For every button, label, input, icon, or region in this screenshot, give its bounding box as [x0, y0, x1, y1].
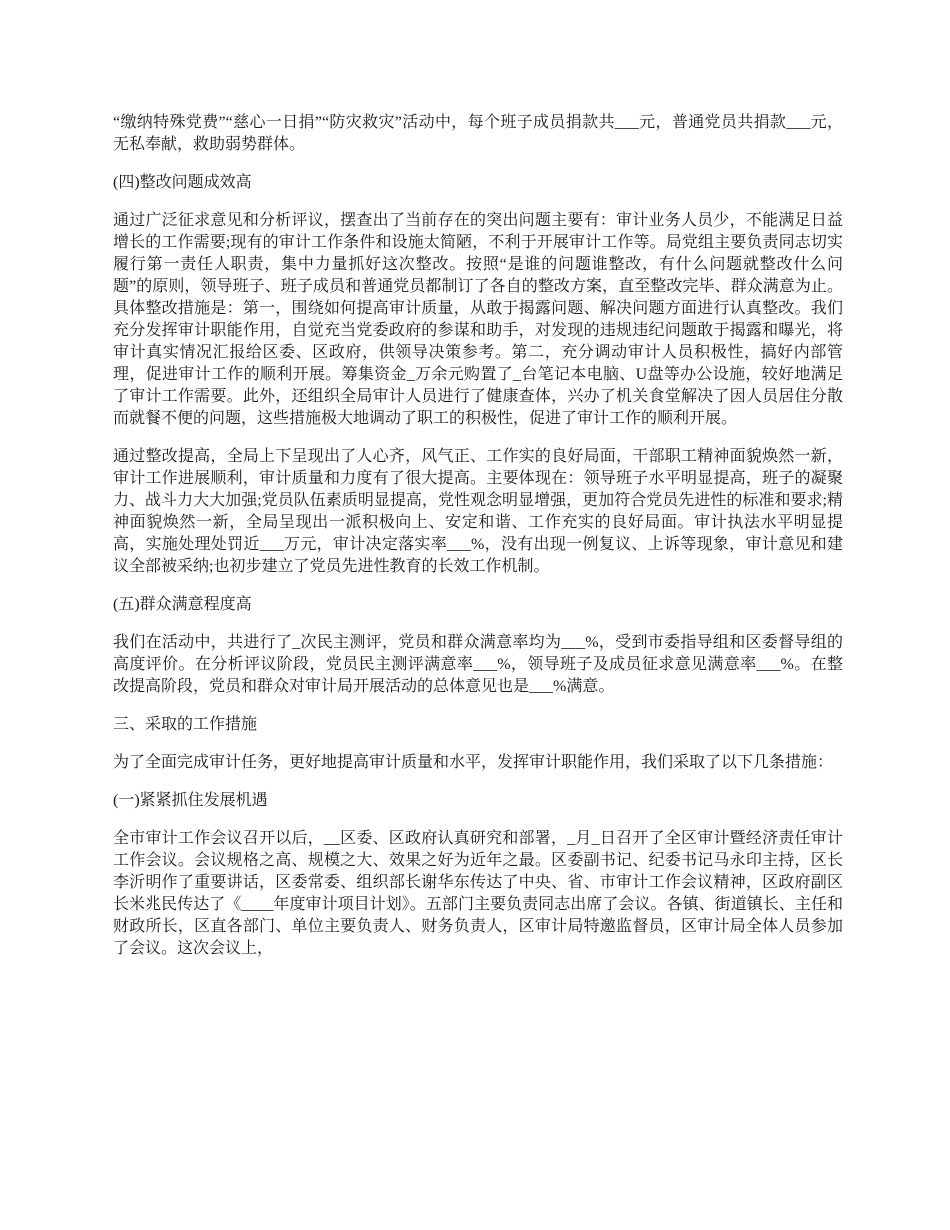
paragraph-rectification-effects: 通过整改提高，全局上下呈现出了人心齐，风气正、工作实的良好局面，干部职工精神面貌焕然一新，审计工作进展顺利，审计质量和力度有了很大提高。主要体现在：领导班子水平明显提高，班子的凝聚力、战斗力大大加强;党员队伍素质明显提高，党性观念明显增强，更加符合党员先进性的标准和要求;精神面貌焕然一新，全局呈现出一派积极向上、安定和谐、工作充实的良好局面。审计执法水平明显提高，实施处理处罚近___万元，审计决定落实率___%，没有出现一例复议、上诉等现象，审计意见和建议全部被采纳;也初步建立了党员先进性教育的长效工作机制。 [113, 448, 843, 575]
paragraph-audit-meeting: 全市审计工作会议召开以后，__区委、区政府认真研究和部署，_月_日召开了全区审计暨经济责任审计工作会议。会议规格之高、规模之大、效果之好为近年之最。区委副书记、纪委书记马永印主持，区长李沂明作了重要讲话，区委常委、组织部长谢华东传达了中央、省、市审计工作会议精神，区政府副区长米兆民传达了《____年度审计项目计划》。五部门主要负责同志出席了会议。各镇、街道镇长、主任和财政所长，区直各部门、单位主要负责人、财务负责人，区审计局特邀监督员，区审计局全体人员参加了会议。这次会议上， [113, 830, 843, 957]
heading-work-measures: 三、采取的工作措施 [113, 716, 258, 733]
document-page [113, 112, 843, 976]
paragraph-donation: “缴纳特殊党费”“慈心一日捐”“防灾救灾”活动中，每个班子成员捐款共___元，普通党员共捐款___元，无私奉献，救助弱势群体。 [113, 114, 843, 153]
paragraph-satisfaction-survey: 我们在活动中，共进行了_次民主测评，党员和群众满意率均为___%，受到市委指导组和区委督导组的高度评价。在分析评议阶段，党员民主测评满意率___%，领导班子及成员征求意见满意率___%。在整改提高阶段，党员和群众对审计局开展活动的总体意见也是___%满意。 [113, 634, 843, 695]
heading-development-opportunity: (一)紧紧抓住发展机遇 [113, 792, 268, 809]
heading-public-satisfaction: (五)群众满意程度高 [113, 596, 252, 613]
paragraph-measures-intro: 为了全面完成审计任务，更好地提高审计质量和水平，发挥审计职能作用，我们采取了以下几条措施： [113, 754, 834, 771]
paragraph-rectification-measures: 通过广泛征求意见和分析评议，摆查出了当前存在的突出问题主要有：审计业务人员少，不能满足日益增长的工作需要;现有的审计工作条件和设施太简陋，不利于开展审计工作等。局党组主要负责同志切实履行第一责任人职责，集中力量抓好这次整改。按照“是谁的问题谁整改，有什么问题就整改什么问题”的原则，领导班子、班子成员和普通党员都制订了各自的整改方案，直至整改完毕、群众满意为止。具体整改措施是：第一，围绕如何提高审计质量，从敢于揭露问题、解决问题方面进行认真整改。我们充分发挥审计职能作用，自觉充当党委政府的参谋和助手，对发现的违规违纪问题敢于揭露和曝光，将审计真实情况汇报给区委、区政府，供领导决策参考。第二，充分调动审计人员积极性，搞好内部管理，促进审计工作的顺利开展。筹集资金_万余元购置了_台笔记本电脑、U盘等办公设施，较好地满足了审计工作需要。此外，还组织全局审计人员进行了健康查体，兴办了机关食堂解决了因人员居住分散而就餐不便的问题，这些措施极大地调动了职工的积极性，促进了审计工作的顺利开展。 [113, 212, 843, 427]
heading-rectification-results: (四)整改问题成效高 [113, 174, 252, 191]
